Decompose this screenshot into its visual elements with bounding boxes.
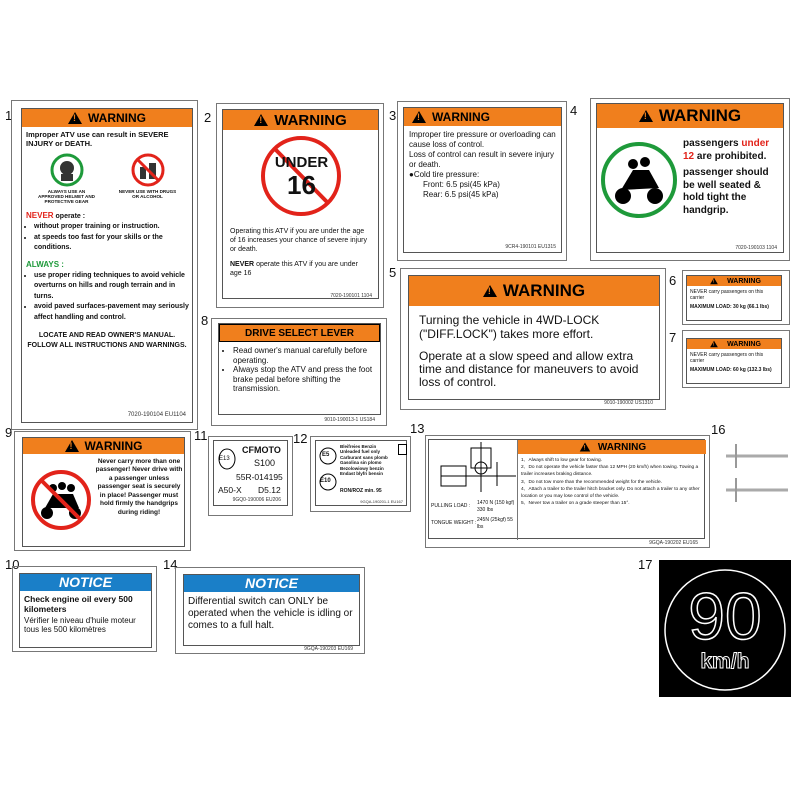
label-17-unit: km/h: [700, 650, 750, 673]
label-5-header: ! WARNING: [409, 276, 659, 306]
label-6-header: ! WARNING: [687, 276, 781, 286]
label-12-e5: E5: [322, 452, 330, 458]
label-2: [222, 109, 379, 299]
label-13-header: ! WARNING: [518, 440, 706, 454]
warning-triangle-icon: [65, 440, 79, 452]
warning-triangle-icon: [710, 278, 718, 285]
label-5-line-1: Turning the vehicle in 4WD-LOCK ("DIFF.LOCK") takes more effort.: [419, 313, 600, 341]
label-1-intro: Improper ATV use can result in SEVERE INJURY or DEATH.: [26, 130, 169, 148]
label-8: [218, 323, 381, 423]
under-text: UNDER: [274, 154, 329, 171]
label-17: [659, 560, 791, 697]
never-item-2: • at speeds too fast for your skills or the conditions.: [34, 233, 192, 254]
fuel-pump-icon: [398, 444, 407, 455]
label-2-never: NEVER: [230, 261, 255, 269]
label-8-item-2: • Always stop the ATV and press the foot brake pedal before shifting the transmission.: [233, 365, 380, 394]
label-5: [408, 275, 660, 406]
item-number-16: 16: [711, 422, 726, 437]
label-14-code: 9GQA-190203 EU169: [304, 646, 353, 652]
item-number-13: 13: [410, 421, 425, 436]
label-11-variant: A50-X: [218, 485, 242, 495]
item-number-6: 6: [669, 273, 677, 288]
label-10-line-1: Check engine oil every 500 kilometers: [24, 594, 133, 614]
label-11-e-mark: E13: [219, 456, 230, 462]
label-2-text: Operating this ATV if you are under the age of 16 increases your chance of severe injury or death.: [230, 228, 367, 254]
never-title: NEVER: [26, 211, 54, 221]
always-item-2: • avoid paved surfaces-pavement may seriously affect handling and control.: [34, 302, 192, 323]
never-item-1: • without proper training or instruction.: [34, 222, 192, 233]
label-13-tongue-label: TONGUE WEIGHT :: [431, 520, 477, 526]
trailer-hitch-diagram: [431, 442, 516, 500]
warning-triangle-icon: [254, 114, 268, 126]
label-10: [19, 573, 152, 648]
label-1: [21, 108, 193, 423]
always-title: ALWAYS :: [26, 259, 64, 269]
label-13-pulling-value: 1470 N (150 kgf) 330 lbs: [477, 500, 515, 513]
label-4-line-3: passenger should be well seated & hold tight the handgrip.: [683, 167, 769, 216]
never-suffix: operate :: [55, 213, 86, 221]
label-11-model: S100: [254, 458, 276, 468]
passenger-atv-icon: [599, 140, 679, 220]
label-5-line-2: Operate at a slow speed and allow extra time and distance for maneuvers to avoid loss of control.: [419, 348, 639, 389]
label-2-header: ! WARNING: [223, 110, 378, 130]
label-7-text: NEVER carry passengers on this carrier: [690, 352, 764, 364]
warning-triangle-icon: [483, 285, 497, 297]
label-1-code: 7020-190104 EU1104: [127, 412, 186, 418]
label-10-line-2: Vérifier le niveau d'huile moteur tous les 500 kilomètres: [24, 615, 136, 634]
label-3-code: 9CR4-190101 EU1315: [505, 244, 556, 250]
item-number-17: 17: [638, 557, 653, 572]
label-4-line-1a: passengers: [683, 138, 739, 149]
warning-triangle-icon: [710, 341, 718, 348]
warning-triangle-icon: [68, 112, 82, 124]
label-12: [315, 440, 407, 506]
label-13-code: 9GQA-190202 EU165: [649, 540, 698, 546]
label-3-cold: ●Cold tire pressure:: [409, 170, 480, 179]
label-13-item-1: 1、Always shift to low gear for towing.: [521, 458, 603, 463]
item-number-4: 4: [570, 103, 578, 118]
label-12-code: 9GQA-190201-1 EU167: [360, 499, 403, 504]
label-3-line-2: Loss of control can result in severe injury or death.: [409, 150, 554, 169]
item-number-9: 9: [5, 425, 13, 440]
label-13-item-2: 2、Do not operate the vehicle faster than 12 MPH (20 km/h) when towing. Towing a trailer increases braking distance.: [521, 465, 699, 478]
label-4-line-1b: under: [741, 138, 770, 149]
label-6: [686, 275, 782, 321]
item-number-1: 1: [5, 108, 13, 123]
item-number-12: 12: [293, 431, 308, 446]
label-13-pulling-label: PULLING LOAD :: [431, 503, 471, 509]
label-8-item-1: • Read owner's manual carefully before operating.: [233, 346, 380, 365]
label-12-ron: RON/ROZ min. 95: [340, 488, 382, 494]
warning-triangle-icon: [412, 111, 426, 123]
label-9-text: Never carry more than one passenger! Never drive with a passenger unless passenger seat is securely in place! Passenger must hold firmly the handgrips during riding!: [95, 458, 183, 516]
label-2-never-text: operate this ATV if you are under age 16: [230, 261, 358, 278]
label-11-code: 9GQ0-190006 EU206: [232, 497, 281, 503]
warning-triangle-icon: [639, 110, 653, 122]
label-11-spec: D5.12: [258, 485, 281, 495]
label-13-item-3: 3、Do not tow more than the recommended weight for the vehicle.: [521, 479, 663, 485]
label-3-header: ! WARNING: [404, 108, 561, 126]
label-3-line-1: Improper tire pressure or overloading can cause loss of control.: [409, 130, 556, 149]
item-number-7: 7: [669, 330, 677, 345]
label-14: [183, 574, 360, 652]
label-1-header: ! WARNING: [22, 109, 192, 127]
label-7-load: MAXIMUM LOAD: 60 kg (132.3 lbs): [690, 367, 772, 373]
label-13-tongue-value: 245N (25kgf) 55 lbs: [477, 517, 513, 530]
no-drugs-caption: NEVER USE WITH DRUGS OR ALCOHOL: [118, 189, 177, 200]
no-multiple-passengers-icon: [29, 468, 93, 532]
item-number-8: 8: [201, 313, 209, 328]
label-1-footer: LOCATE AND READ OWNER'S MANUAL. FOLLOW ALL INSTRUCTIONS AND WARNINGS.: [27, 332, 187, 349]
label-4: [596, 103, 784, 253]
label-3-front: Front: 6.5 psi(45 kPa): [423, 180, 500, 189]
label-8-header: DRIVE SELECT LEVER: [219, 324, 380, 342]
item-number-2: 2: [204, 110, 212, 125]
label-2-code: 7020-190101 1104: [330, 293, 372, 299]
item-number-11: 11: [194, 428, 208, 443]
item-number-14: 14: [163, 557, 178, 572]
label-4-header: ! WARNING: [597, 104, 783, 128]
label-12-fuel-text: Bleifreies Benzin Unleaded fuel only Carburant sans plomb Gasolina sin plomo Bezolowiowy benzin Endast blyfri bensin: [340, 444, 388, 476]
label-3: [403, 107, 562, 253]
label-7-header: ! WARNING: [687, 339, 781, 349]
item-number-5: 5: [389, 265, 397, 280]
warning-triangle-icon: [580, 443, 591, 452]
label-4-line-2b: are prohibited.: [696, 150, 767, 162]
helmet-caption: ALWAYS USE AN APPROVED HELMET AND PROTECTIVE GEAR: [38, 189, 95, 205]
label-13-item-4: 4、Attach a trailer to the trailer hitch bracket only. Do not attach a trailer to any other location or you may lose control of the vehicle.: [521, 486, 700, 499]
label-6-text: NEVER carry passengers on this carrier: [690, 289, 764, 301]
label-3-rear: Rear: 6.5 psi(45 kPa): [423, 190, 499, 199]
label-9-header: ! WARNING: [23, 438, 184, 454]
label-8-code: 9010-190013-1 US184: [324, 417, 375, 423]
label-11-brand: CFMOTO: [242, 445, 281, 455]
label-11: [213, 440, 288, 506]
label-11-approval: 55R-014195: [236, 472, 283, 482]
label-12-e10: E10: [320, 478, 331, 484]
no-drugs-alcohol-icon: [131, 153, 165, 187]
label-14-header: NOTICE: [184, 575, 359, 592]
label-6-load: MAXIMUM LOAD: 30 kg (66.1 lbs): [690, 304, 769, 310]
label-9: [22, 437, 185, 547]
label-5-code: 9010-190002 US1310: [604, 400, 653, 406]
helmet-icon: [50, 153, 84, 187]
label-14-text: Differential switch can ONLY be operated when the vehicle is idling or comes to a full halt.: [188, 596, 353, 631]
under-number: 16: [287, 170, 316, 200]
label-13-item-5: 5、Never tow a trailer on a grade steeper than 15°.: [521, 501, 630, 507]
item-number-10: 10: [5, 557, 20, 572]
always-item-1: • use proper riding techniques to avoid vehicle overturns on hills and rough terrain and in turns.: [34, 271, 192, 303]
label-7: [686, 338, 782, 384]
item-number-3: 3: [389, 108, 397, 123]
label-10-header: NOTICE: [20, 574, 151, 591]
label-17-speed: 90: [688, 579, 762, 653]
reflector-strips: [722, 438, 792, 508]
label-4-line-2a: 12: [683, 150, 695, 162]
label-13: [428, 439, 705, 546]
label-4-code: 7020-190103 1104: [735, 245, 777, 251]
